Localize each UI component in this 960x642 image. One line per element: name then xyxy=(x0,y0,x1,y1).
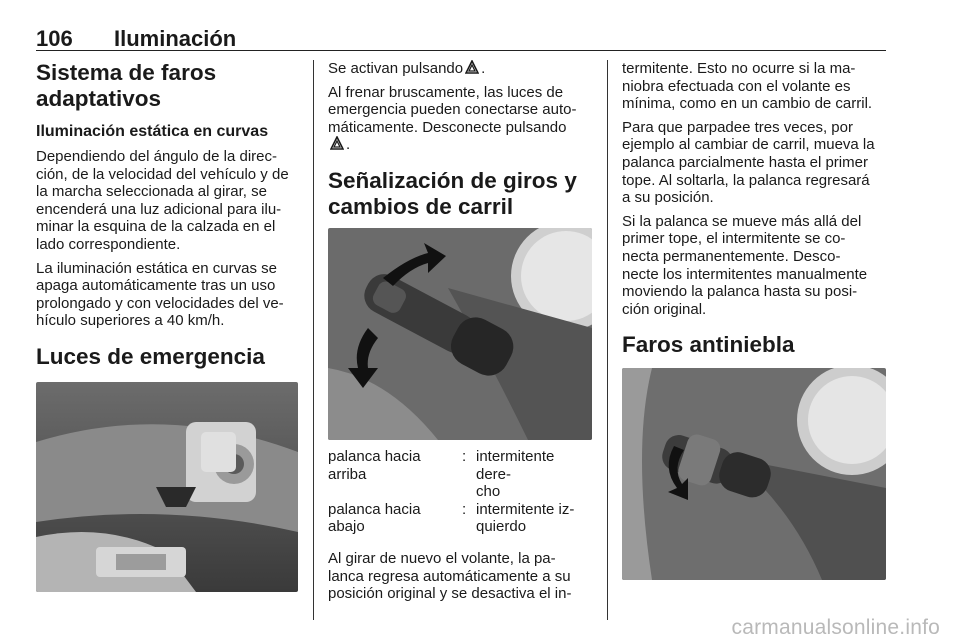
section-title-fog-lights: Faros antiniebla xyxy=(622,332,795,358)
legend-sep: : xyxy=(462,447,467,465)
legend-sep: : xyxy=(462,500,467,518)
section-title-turn-signals: Señalización de giros y cambios de carril xyxy=(328,167,577,219)
page-number: 106 xyxy=(36,26,73,51)
paragraph: Si la palanca se mueve más allá del primer tope, el intermitente se co- necta permanentemente. Desco- necte los intermitentes manualmente moviendo la palanca hasta su posi- ción original. xyxy=(622,212,868,318)
section-title-hazard-lights: Luces de emergencia xyxy=(36,343,265,369)
column-right xyxy=(622,60,886,580)
page-header xyxy=(36,26,886,51)
section-title-adaptive-lights: Sistema de faros adaptativos xyxy=(36,60,217,111)
paragraph: termitente. Esto no ocurre si la ma- niobra efectuada con el volante es mínima, como en un cambio de carril. xyxy=(622,60,873,113)
lever-legend xyxy=(328,448,592,536)
legend-term: palanca hacia abajo xyxy=(328,500,421,536)
fog-light-switch-figure xyxy=(622,368,886,580)
paragraph: Dependiendo del ángulo de la direc- ción, de la velocidad del vehículo y de la marcha seleccionada al girar, se encenderá una luz adicional para ilu- minar la esquina de la calzada en el lado correspondiente. xyxy=(36,148,289,253)
paragraph: La iluminación estática en curvas se apaga automáticamente tras un uso prolongado y con velocidades del ve- hículo superiores a 40 km/h. xyxy=(36,259,284,330)
legend-desc: intermitente dere- cho xyxy=(476,447,555,501)
column-divider xyxy=(313,60,314,620)
hazard-triangle-icon xyxy=(465,60,479,74)
hazard-triangle-icon xyxy=(330,136,344,150)
hazard-switch-figure xyxy=(36,382,298,592)
paragraph: Para que parpadee tres veces, por ejemplo al cambiar de carril, mueva la palanca parcialmente hasta el primer tope. Al soltarla, la palanca regresará a su posición. xyxy=(622,118,875,207)
legend-desc: intermitente iz- quierdo xyxy=(476,500,575,536)
legend-term: palanca hacia arriba xyxy=(328,447,421,483)
turn-signal-lever-figure xyxy=(328,228,592,440)
column-left xyxy=(36,60,298,592)
paragraph: Al frenar bruscamente, las luces de emergencia pueden conectarse auto- máticamente. Desconecte pulsando . xyxy=(328,83,577,154)
column-middle xyxy=(328,60,592,609)
watermark: carmanualsonline.info xyxy=(731,616,940,639)
subsection-title-static-cornering: Iluminación estática en curvas xyxy=(36,123,269,140)
column-divider xyxy=(607,60,608,620)
paragraph: Al girar de nuevo el volante, la pa- lanca regresa automáticamente a su posición original y se desactiva el in- xyxy=(328,549,572,603)
paragraph: Se activan pulsando . xyxy=(328,60,486,77)
running-title: Iluminación xyxy=(114,26,237,51)
